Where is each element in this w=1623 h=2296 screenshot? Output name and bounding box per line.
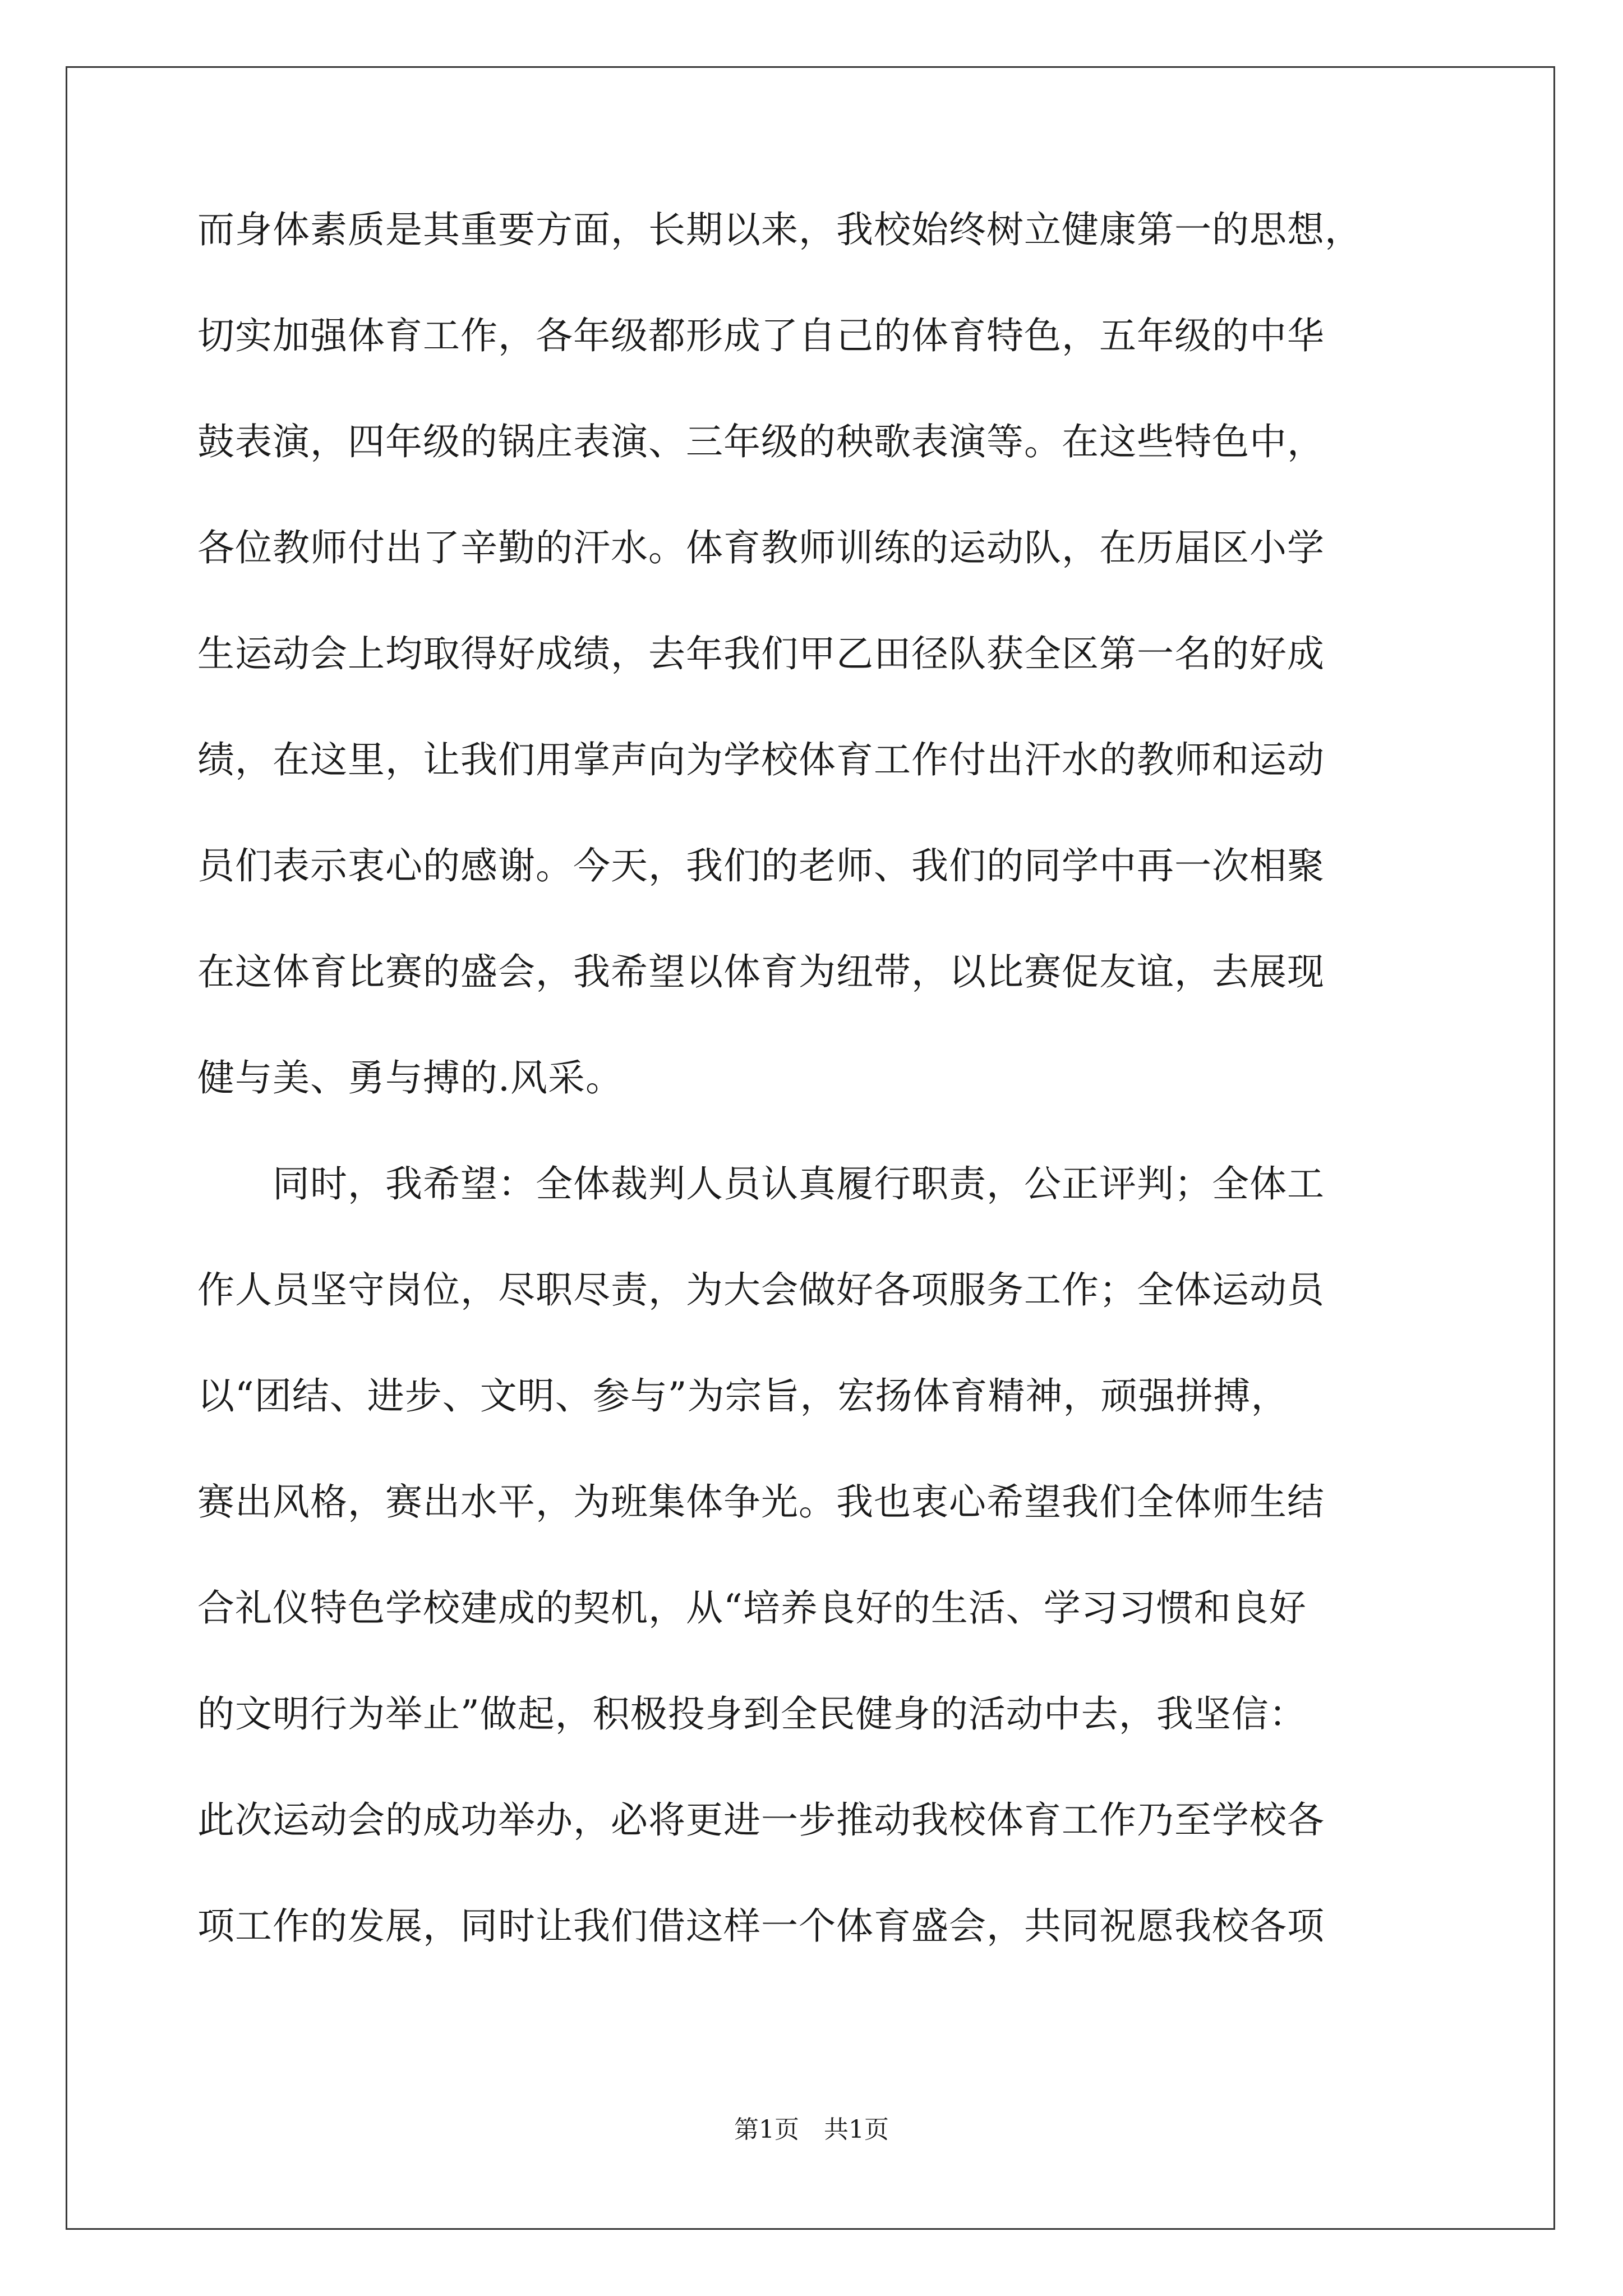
text-line: 绩，在这里，让我们用掌声向为学校体育工作付出汗水的教师和运动	[197, 738, 1325, 781]
text-line: 健与美、勇与搏的.风采。	[197, 1056, 623, 1099]
text-line: 赛出风格，赛出水平，为班集体争光。我也衷心希望我们全体师生结	[197, 1480, 1325, 1524]
text-line: 各位教师付出了辛勤的汗水。体育教师训练的运动队，在历届区小学	[197, 526, 1325, 569]
text-line: 的文明行为举止”做起，积极投身到全民健身的活动中去，我坚信：	[197, 1692, 1307, 1736]
text-line: 合礼仪特色学校建成的契机，从“培养良好的生活、学习习惯和良好	[197, 1586, 1307, 1630]
text-line: 项工作的发展，同时让我们借这样一个体育盛会，共同祝愿我校各项	[197, 1904, 1325, 1948]
text-line: 此次运动会的成功举办，必将更进一步推动我校体育工作乃至学校各	[197, 1798, 1325, 1842]
text-line: 鼓表演，四年级的锅庄表演、三年级的秧歌表演等。在这些特色中，	[197, 420, 1325, 463]
document-body	[197, 202, 1426, 2004]
page-number: 第1页 共1页	[734, 2115, 889, 2144]
text-line: 员们表示衷心的感谢。今天，我们的老师、我们的同学中再一次相聚	[197, 844, 1325, 887]
text-line: 切实加强体育工作，各年级都形成了自己的体育特色，五年级的中华	[197, 314, 1325, 357]
text-line: 在这体育比赛的盛会，我希望以体育为纽带，以比赛促友谊，去展现	[197, 950, 1325, 993]
text-line: 同时，我希望：全体裁判人员认真履行职责，公正评判；全体工	[197, 1162, 1325, 1205]
text-line: 生运动会上均取得好成绩，去年我们甲乙田径队获全区第一名的好成	[197, 632, 1325, 675]
text-line: 以“团结、进步、文明、参与”为宗旨，宏扬体育精神，顽强拼搏，	[197, 1374, 1289, 1418]
text-line: 作人员坚守岗位，尽职尽责，为大会做好各项服务工作；全体运动员	[197, 1268, 1325, 1312]
text-line: 而身体素质是其重要方面，长期以来，我校始终树立健康第一的思想，	[197, 208, 1362, 251]
